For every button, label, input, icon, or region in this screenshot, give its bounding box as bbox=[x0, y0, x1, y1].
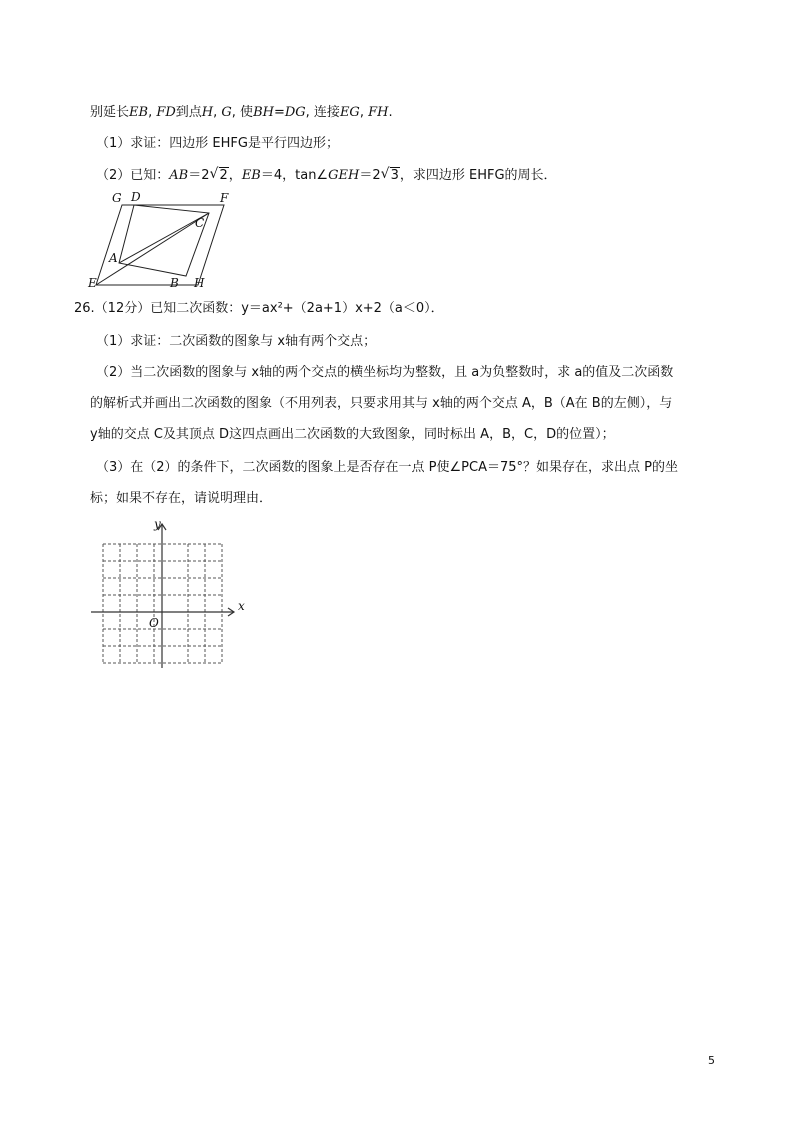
sqrt-3: √ 3 bbox=[380, 166, 399, 183]
q26-part1: （1）求证：二次函数的图象与 x轴有两个交点； bbox=[96, 334, 377, 349]
q25-line1: 别延长EB, FD到点H, G, 使BH=DG, 连接EG, FH. bbox=[90, 105, 393, 120]
q26-part2-line3: y轴的交点 C及其顶点 D这四点画出二次函数的大致图象，同时标出 A，B，C，D的位置）； bbox=[90, 427, 615, 442]
label-y: y bbox=[154, 517, 161, 531]
label-A: A bbox=[109, 251, 118, 265]
q26-part3-line2: 标；如果不存在，请说明理由． bbox=[90, 491, 273, 506]
parallelogram-figure bbox=[86, 190, 236, 290]
label-H: H bbox=[194, 276, 205, 290]
q26-part3-line1: （3）在（2）的条件下，二次函数的图象上是否存在一点 P使∠PCA＝75°？如果存在，求出点 P的坐 bbox=[96, 460, 678, 475]
page-number: 5 bbox=[708, 1054, 715, 1067]
q26-part2-line1: （2）当二次函数的图象与 x轴的两个交点的横坐标均为整数，且 a为负整数时，求 a的值及二次函数 bbox=[96, 365, 674, 380]
sqrt-2: √ 2 bbox=[209, 166, 228, 183]
q26-stem: 26.（12分）已知二次函数：y＝ax²+（2a+1）x+2（a＜0）． bbox=[74, 301, 444, 316]
label-G: G bbox=[112, 191, 122, 205]
label-E: E bbox=[88, 276, 97, 290]
label-origin: O bbox=[149, 616, 159, 630]
segment-EC bbox=[96, 213, 209, 285]
coordinate-grid bbox=[88, 516, 253, 671]
q25-part1: （1）求证：四边形 EHFG是平行四边形； bbox=[96, 136, 339, 151]
q26-part2-line2: 的解析式并画出二次函数的图象（不用列表，只要求用其与 x轴的两个交点 A，B（A在 B的左侧），与 bbox=[90, 396, 673, 411]
label-x: x bbox=[238, 599, 245, 613]
label-B: B bbox=[170, 276, 179, 290]
q25-part2: （2）已知：AB＝2 √ 2，EB＝4，tan∠GEH＝2 √ 3，求四边形 EHFG的周长． bbox=[96, 166, 557, 183]
label-C: C bbox=[195, 216, 205, 230]
label-D: D bbox=[131, 190, 141, 204]
label-F: F bbox=[220, 191, 229, 205]
